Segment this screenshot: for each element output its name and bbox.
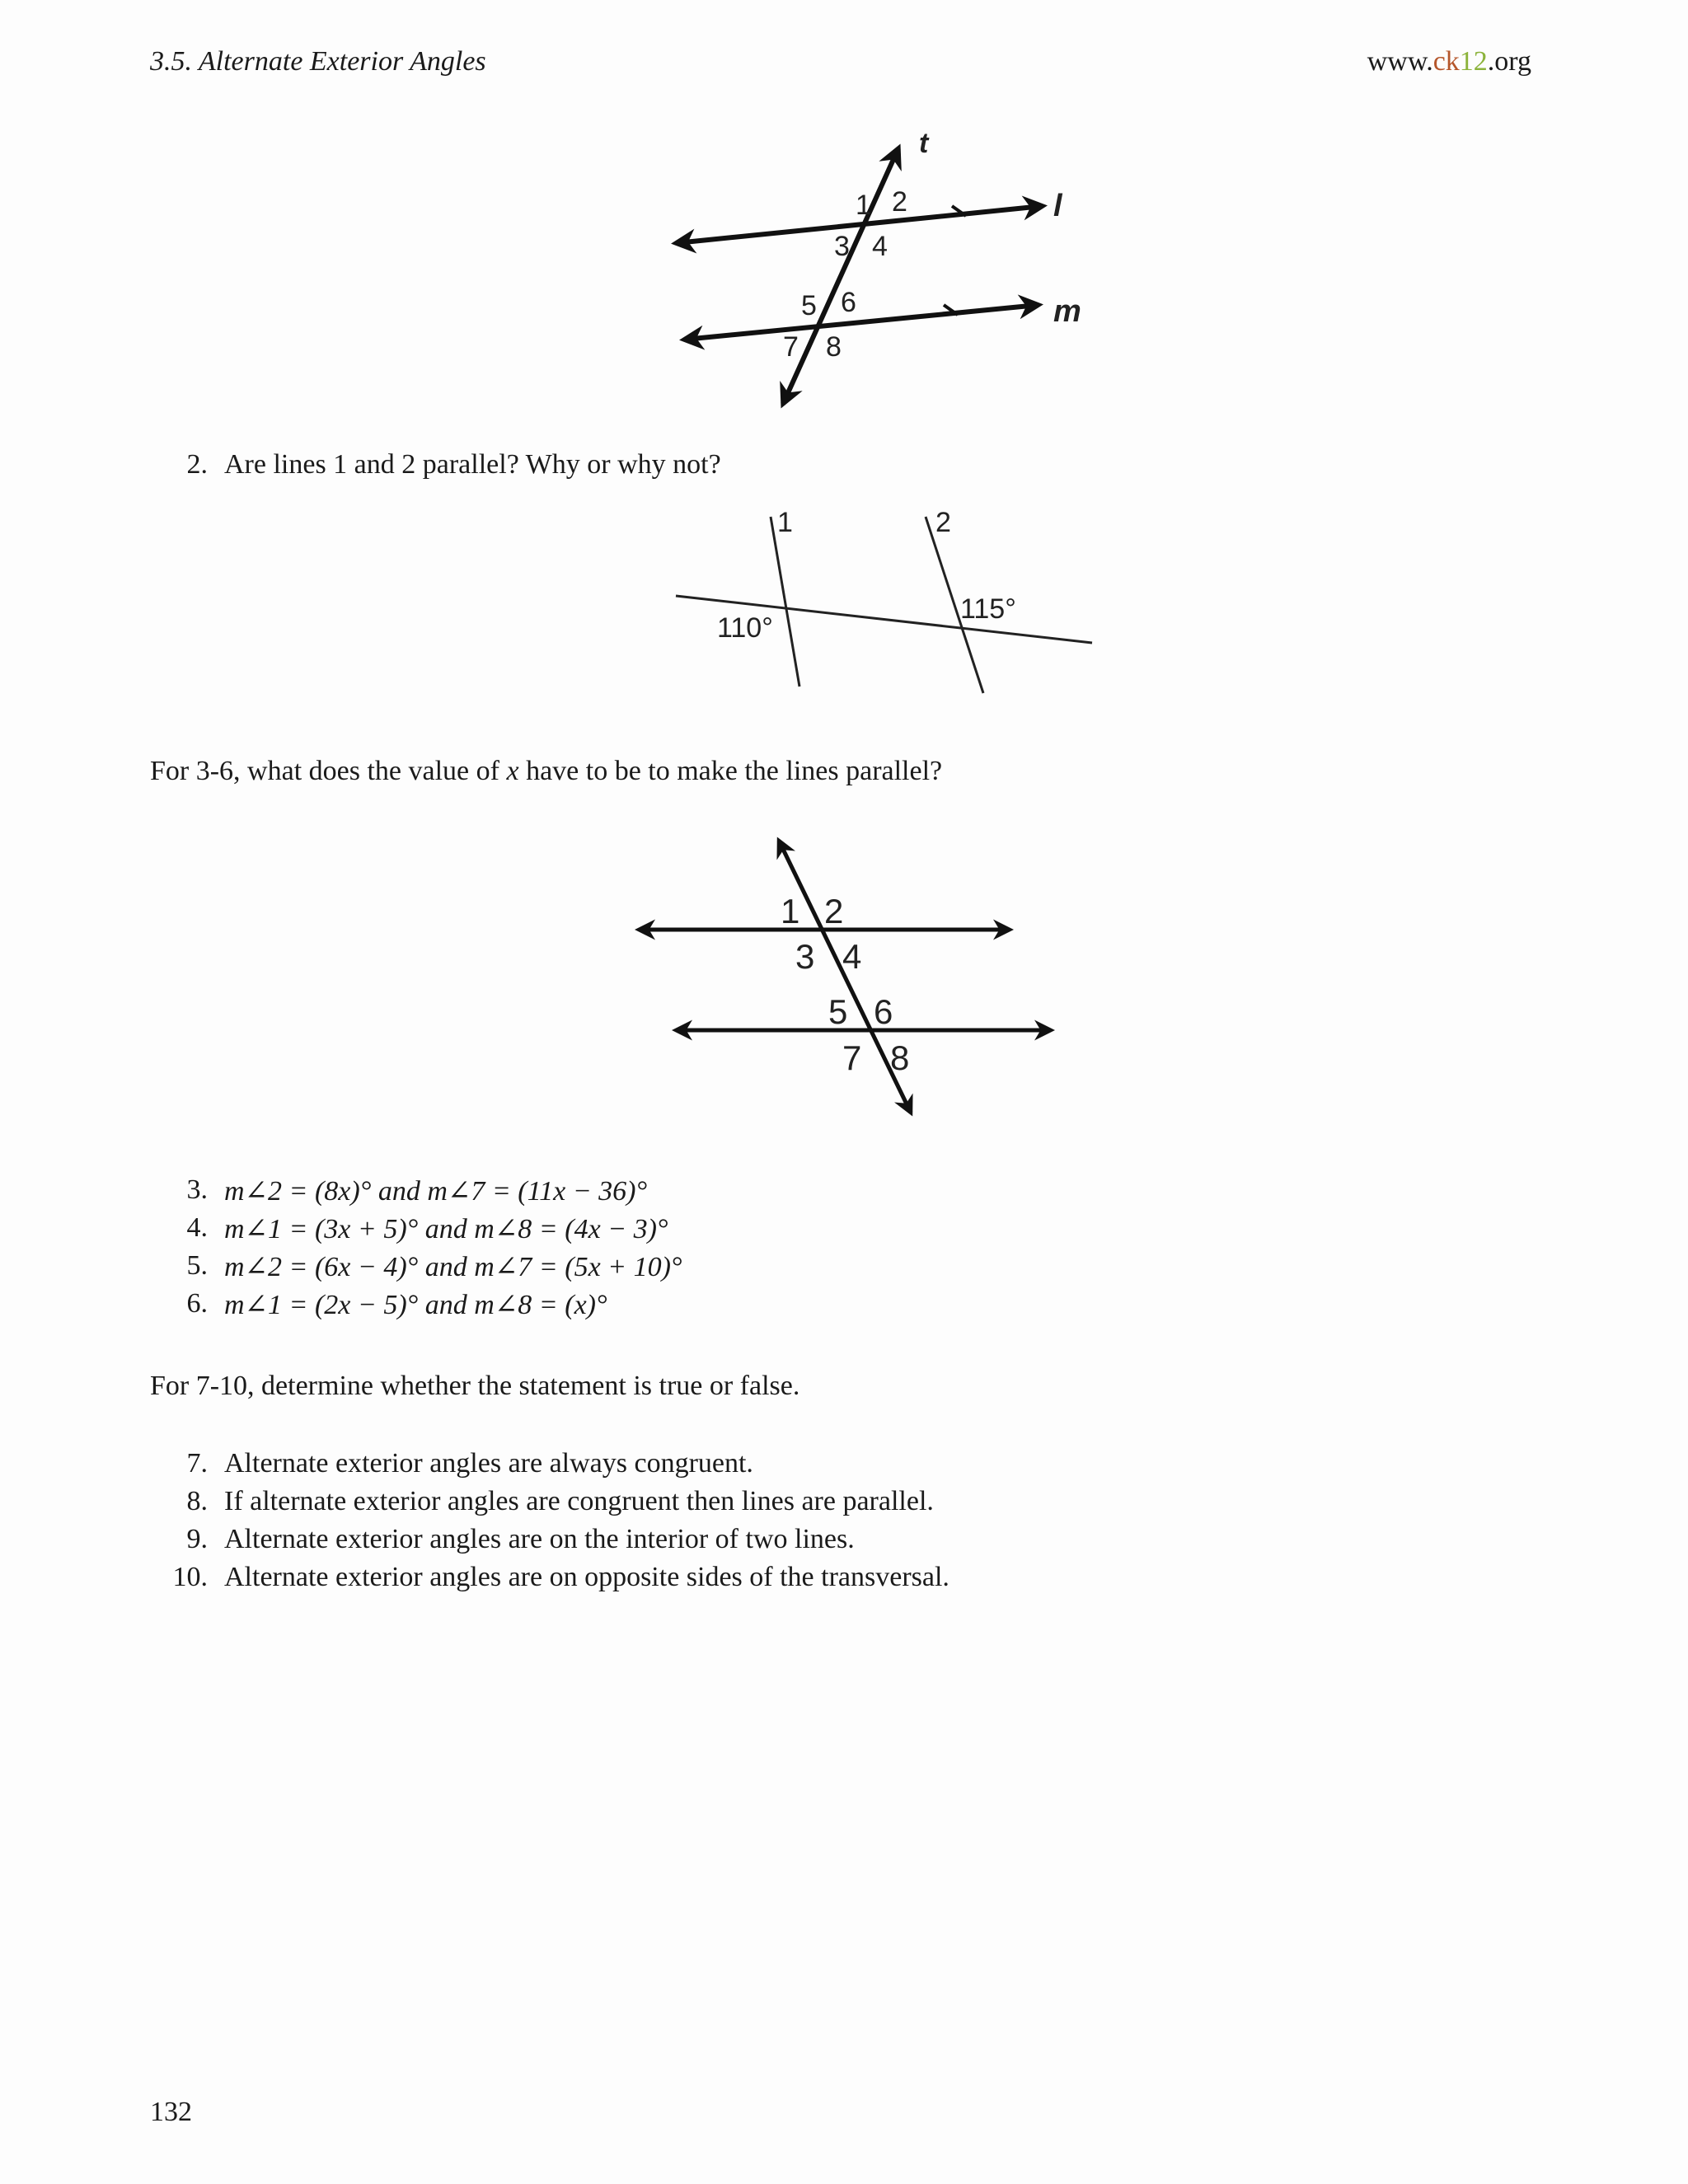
question-number: 8.: [186, 1486, 208, 1516]
question-text: m∠1 = (3x + 5)° and m∠8 = (4x − 3)°: [224, 1214, 668, 1244]
angle-label-1: 1: [856, 190, 871, 221]
intro-7-10: For 7-10, determine whether the statement is true or false.: [150, 1371, 800, 1401]
question-text: m∠2 = (8x)° and m∠7 = (11x − 36)°: [224, 1176, 648, 1207]
angle-label-6: 6: [841, 287, 856, 318]
angle-label-5: 5: [801, 290, 817, 321]
site-url[interactable]: [1367, 46, 1531, 77]
figure3-angle-label-4: 4: [842, 937, 862, 976]
figure-parallel-lines-angles-1-8: [635, 832, 1063, 1121]
variable-x: x: [506, 756, 519, 786]
question-number: 6.: [186, 1288, 208, 1319]
transversal-label-t: t: [919, 128, 929, 159]
transversal-t: [783, 148, 898, 404]
figure-parallel-lines-transversal-t: [659, 124, 1121, 420]
figure2-angle-110: 110°: [717, 612, 773, 644]
question-text: If alternate exterior angles are congruent then lines are parallel.: [224, 1486, 934, 1516]
line-label-m: m: [1053, 294, 1081, 329]
question-number: 3.: [186, 1174, 208, 1205]
figure3-angle-label-5: 5: [828, 992, 848, 1031]
figure2-line-1: [771, 517, 799, 687]
figure3-angle-label-3: 3: [795, 937, 815, 976]
line-m: [684, 305, 1039, 340]
site-url-suffix: .org: [1487, 46, 1531, 77]
figure3-angle-label-2: 2: [824, 892, 844, 930]
figure3-angle-label-8: 8: [890, 1038, 910, 1077]
intro-3-6: For 3-6, what does the value of x have to be to make the lines parallel?: [150, 756, 943, 786]
angle-label-2: 2: [892, 186, 907, 218]
angle-label-8: 8: [826, 331, 842, 363]
question-text: Are lines 1 and 2 parallel? Why or why not?: [224, 449, 721, 480]
question-text: Alternate exterior angles are on the interior of two lines.: [224, 1524, 855, 1554]
question-text: Alternate exterior angles are always congruent.: [224, 1448, 753, 1479]
section-title: 3.5. Alternate Exterior Angles: [150, 46, 486, 77]
question-text: m∠1 = (2x − 5)° and m∠8 = (x)°: [224, 1290, 607, 1320]
figure2-line-label-2: 2: [935, 507, 951, 538]
angle-label-3: 3: [834, 231, 850, 262]
question-number: 7.: [186, 1448, 208, 1479]
figure2-line-label-1: 1: [777, 507, 793, 538]
line-label-l: l: [1053, 189, 1062, 223]
question-number: 4.: [186, 1212, 208, 1243]
figure3-angle-label-1: 1: [781, 892, 800, 930]
page-number: 132: [150, 2097, 192, 2127]
angle-label-7: 7: [783, 331, 799, 363]
question-number: 2.: [186, 449, 208, 480]
site-url-prefix: www.: [1367, 46, 1433, 77]
figure3-angle-label-7: 7: [842, 1038, 862, 1077]
site-url-ck: ck: [1432, 46, 1460, 77]
figure2-angle-115: 115°: [960, 593, 1016, 625]
figure-lines-1-and-2: [672, 507, 1100, 696]
question-number: 10.: [172, 1562, 208, 1592]
question-text: Alternate exterior angles are on opposite sides of the transversal.: [224, 1562, 950, 1592]
figure3-angle-label-6: 6: [874, 992, 893, 1031]
question-number: 9.: [186, 1524, 208, 1554]
site-url-12: 12: [1459, 46, 1488, 77]
angle-label-4: 4: [872, 231, 888, 262]
question-text: m∠2 = (6x − 4)° and m∠7 = (5x + 10)°: [224, 1252, 682, 1282]
question-number: 5.: [186, 1250, 208, 1281]
